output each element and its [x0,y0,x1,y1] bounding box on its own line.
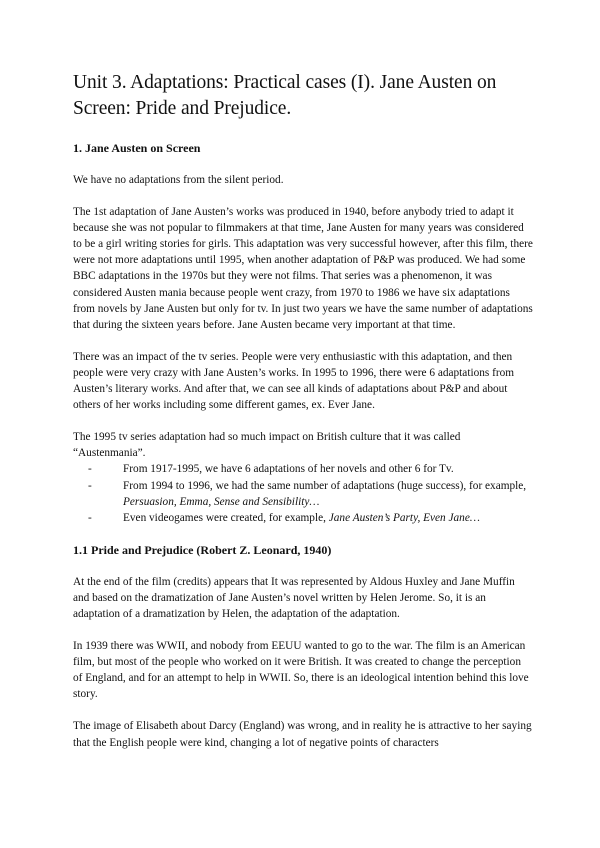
page-title: Unit 3. Adaptations: Practical cases (I). Jane Austen on Screen: Pride and Prejudice. [73,72,497,119]
adaptations-list [73,461,533,525]
list-item: - From 1917-1995, we have 6 adaptations of her novels and other 6 for Tv. [88,461,533,477]
paragraph: The 1995 tv series adaptation had so much impact on British culture that it was called “Austenmania”. [73,431,461,460]
dash-bullet: - [88,511,92,524]
list-item: - Even videogames were created, for example, Jane Austen’s Party, Even Jane… [88,510,533,526]
paragraph: We have no adaptations from the silent period. [73,174,284,186]
paragraph: In 1939 there was WWII, and nobody from EEUU wanted to go to the war. The film is an American film, but most of the people who worked on it were British. It was created to change the perception of England, and for an attempt to help in WWII. So, there is an ideological intention behind this love story. [73,640,529,701]
list-item: - From 1994 to 1996, we had the same number of adaptations (huge success), for example, Persuasion, Emma, Sense and Sensibility… [88,479,527,508]
section-heading-pride-and-prejudice-1940: 1.1 Pride and Prejudice (Robert Z. Leonard, 1940) [73,542,332,557]
document-body [73,70,533,767]
paragraph: The image of Elisabeth about Darcy (England) was wrong, and in reality he is attractive to her saying that the English people were kind, changing a lot of negative points of characters [73,720,532,749]
paragraph: There was an impact of the tv series. People were very enthusiastic with this adaptation, and then people were very crazy with Jane Austen’s works. In 1995 to 1996, there were 6 adaptations from Austen’s literary works. And after that, we can see all kinds of adaptations about P&P and about others of her works including some different games, ex. Ever Jane. [73,350,515,412]
section-heading-jane-austen-on-screen: 1. Jane Austen on Screen [73,141,201,155]
paragraph: The 1st adaptation of Jane Austen’s works was produced in 1940, before anybody tried to adapt it because she was not popular to filmmakers at that time, Jane Austen for many years was considered to be a girl writing stories for girls. This adaptation was very successful however, after this film, there were not more adaptations until 1995, when another adaptation of P&P was produced. We had some BBC adaptations in the 1970s but they were not films. That series was a phenomenon, it was considered Austen mania because people went crazy, from 1970 to 1986 we have six adaptations from novels by Jane Austen but only for tv. In just two years we have the same number of adaptations that during the sixteen years before. Jane Austen became very important at that time. [73,206,533,331]
dash-bullet: - [88,479,92,492]
paragraph: At the end of the film (credits) appears that It was represented by Aldous Huxley and Jane Muffin and based on the dramatization of Jane Austen’s novel written by Helen Jerome. So, it is an adaptation of a dramatization by Helen, the adaptation of the adaptation. [73,575,515,620]
dash-bullet: - [88,463,92,476]
